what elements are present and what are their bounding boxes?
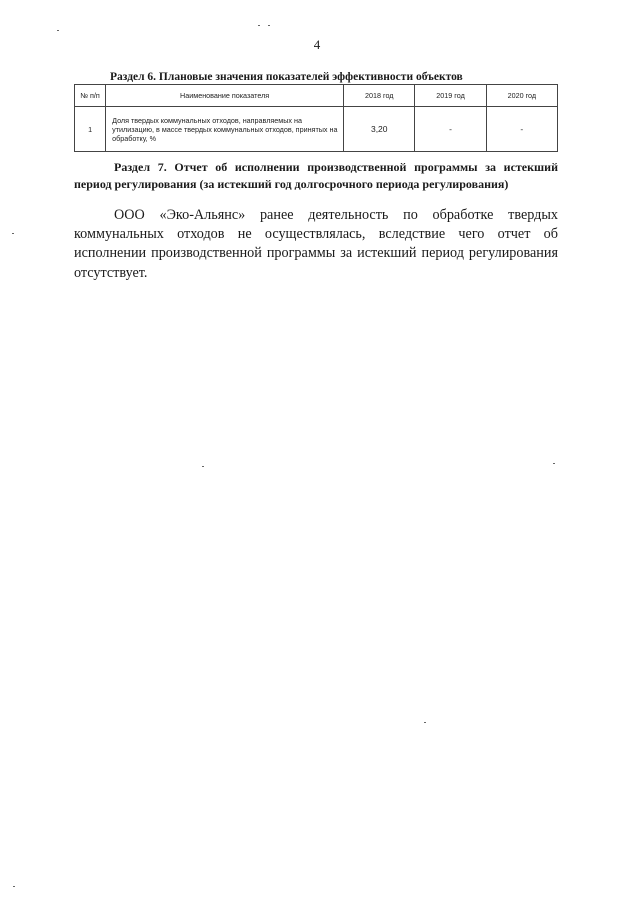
header-name: Наименование показателя — [106, 85, 344, 107]
table-header-row — [75, 85, 558, 107]
cell-num: 1 — [75, 107, 106, 152]
scan-speck — [13, 886, 15, 887]
header-2019: 2019 год — [415, 85, 486, 107]
cell-name: Доля твердых коммунальных отходов, направляемых на утилизацию, в массе твердых коммунальных отходов, принятых на обработку, % — [106, 107, 344, 152]
header-2018: 2018 год — [344, 85, 415, 107]
section-6-title: Раздел 6. Плановые значения показателей эффективности объектов — [110, 71, 463, 83]
table-row — [75, 107, 558, 152]
scan-speck — [12, 233, 14, 234]
page-number: 4 — [313, 37, 321, 52]
scan-speck — [57, 30, 59, 31]
scan-speck — [424, 722, 426, 723]
indicators-table — [74, 84, 558, 152]
cell-2019: - — [415, 107, 486, 152]
section-7-body: ООО «Эко-Альянс» ранее деятельность по обработке твердых коммунальных отходов не осуществлялась, вследствие чего отчет об исполнении производственной программы за истекший период регулирования отсутствует. — [74, 207, 558, 281]
scan-speck — [553, 463, 555, 464]
section-7-title: Раздел 7. Отчет об исполнении производственной программы за истекший период регулирования (за истекший год долгосрочного периода регулирования) — [74, 160, 558, 191]
cell-2020: - — [486, 107, 557, 152]
cell-2018: 3,20 — [344, 107, 415, 152]
header-2020: 2020 год — [486, 85, 557, 107]
header-num: № п/п — [75, 85, 106, 107]
scan-speck — [202, 466, 204, 467]
scan-speck — [268, 25, 270, 26]
scan-speck — [258, 25, 260, 26]
